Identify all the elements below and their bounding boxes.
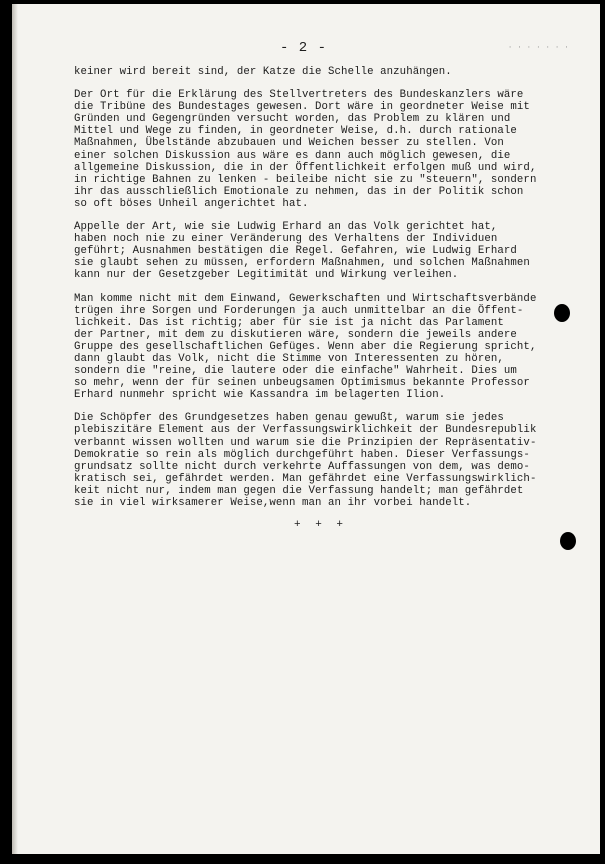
paragraph-1: keiner wird bereit sind, der Katze die Schelle anzuhängen. <box>74 66 452 78</box>
paragraph-5: Die Schöpfer des Grundgesetzes haben genau gewußt, warum sie jedes plebiszitäre Element aus der Verfassungswirklichkeit der Bundesrepublik verbannt wissen wollten und warum sie die Prinzipien der Repräsentativ- Demokratie so rein als möglich durchgeführt haben. Dieser Verfassungs- grundsatz sollte nicht durch verkehrte Auffassungen von dem, was demo- kratisch sei, gefährdet werden. Man gefährdet eine Verfassungswirklich- keit nicht nur, indem man gegen die Verfassung handelt; man gefährdet sie in viel wirksamerer Weise,wenn man an ihr vorbei handelt. <box>74 412 537 509</box>
document-page <box>12 4 600 854</box>
end-mark: + + + <box>294 519 348 531</box>
page-edge-shadow <box>12 4 18 854</box>
archive-stamp: · · · · · · · <box>508 44 570 52</box>
paragraph-2: Der Ort für die Erklärung des Stellvertreters des Bundeskanzlers wäre die Tribüne des Bundestages gewesen. Dort wäre in geordneter Weise mit Gründen und Gegengründen versucht worden, das Problem zu klären und Mittel und Wege zu finden, in geordneter Weise, d.h. durch rationale Maßnahmen, Übelstände abzubauen und Weichen besser zu stellen. Von einer solchen Diskussion aus wäre es dann auch möglich gewesen, die allgemeine Diskussion, die in der Öffentlichkeit erfolgen muß und wird, in richtige Bahnen zu lenken - beileibe nicht sie zu "steuern", sondern ihr das ausschließlich Emotionale zu nehmen, das in der Politik schon so oft böses Unheil angerichtet hat. <box>74 89 537 210</box>
punch-hole-icon <box>560 532 576 550</box>
document-body <box>74 66 594 520</box>
page-number: - 2 - <box>280 40 328 56</box>
paragraph-3: Appelle der Art, wie sie Ludwig Erhard an das Volk gerichtet hat, haben noch nie zu einer Veränderung des Verhaltens der Individuen geführt; Ausnahmen bestätigen die Regel. Gefahren, wie Ludwig Erhard sie glaubt sehen zu müssen, erfordern Maßnahmen, und solchen Maßnahmen kann nur der Gesetzgeber Legitimität und Wirkung verleihen. <box>74 221 530 282</box>
punch-hole-icon <box>554 304 570 322</box>
paragraph-4: Man komme nicht mit dem Einwand, Gewerkschaften und Wirtschaftsverbände trügen ihre Sorgen und Forderungen ja auch unmittelbar an die Öffent- lichkeit. Das ist richtig; aber für sie ist ja nicht das Parlament der Partner, mit dem zu diskutieren wäre, sondern die jeweils andere Gruppe des gesellschaftlichen Gefüges. Wenn aber die Regierung spricht, dann glaubt das Volk, nicht die Stimme von Interessenten zu hören, sondern die "reine, die lautere oder die einfache" Wahrheit. Dies um so mehr, wenn der für seinen unbeugsamen Optimismus bekannte Professor Erhard nunmehr spricht wie Kassandra im belagerten Ilion. <box>74 292 537 402</box>
